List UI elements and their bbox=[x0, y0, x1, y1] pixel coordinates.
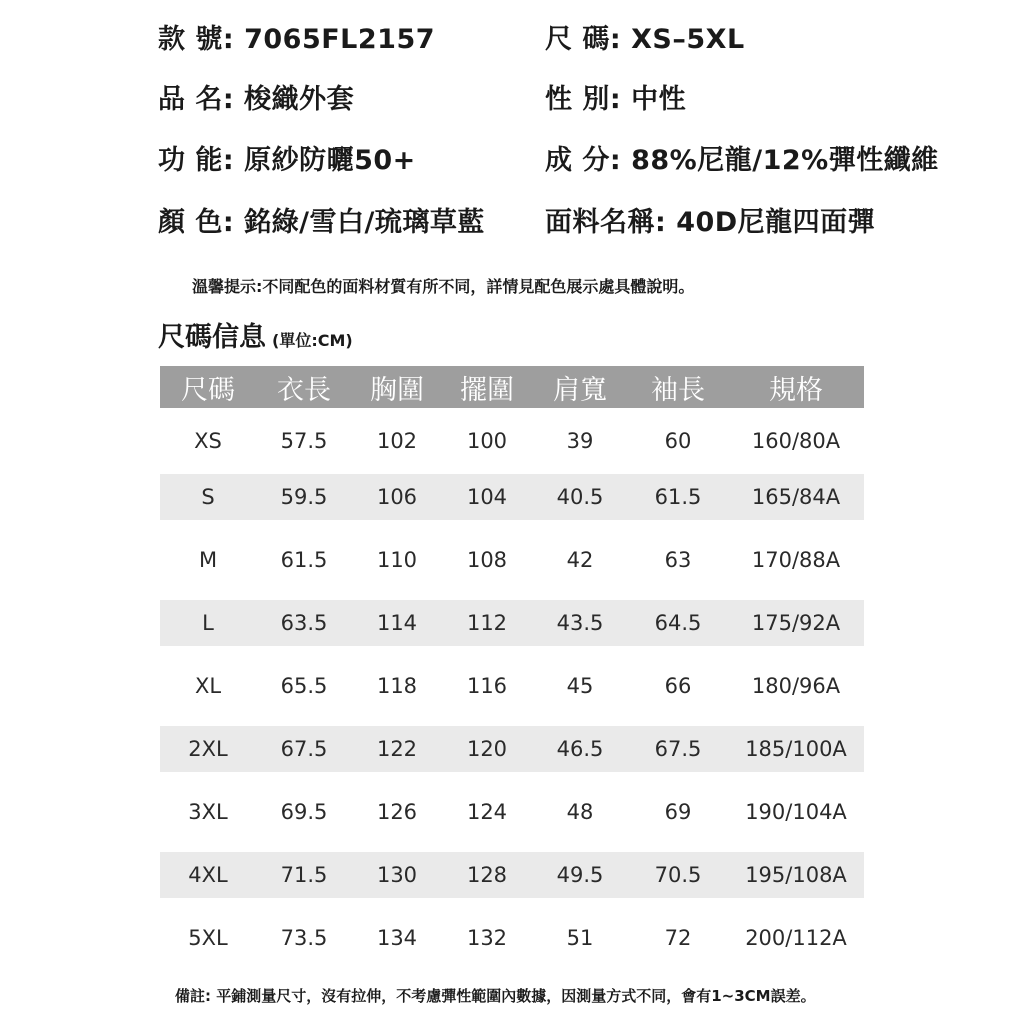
cell-chest: 114 bbox=[352, 600, 442, 646]
cell-spec: 195/108A bbox=[728, 852, 864, 898]
colors: 顏 色: 銘綠/雪白/琉璃草藍 bbox=[158, 207, 485, 238]
cell-sleeve: 70.5 bbox=[628, 852, 728, 898]
cell-length: 69.5 bbox=[280, 800, 328, 824]
table-row bbox=[160, 646, 864, 726]
cell-size: L bbox=[160, 600, 256, 646]
footnote: 備註: 平鋪測量尺寸，沒有拉伸，不考慮彈性範圍內數據，因測量方式不同，會有1~3CM誤差。 bbox=[175, 987, 816, 1005]
cell-sleeve: 61.5 bbox=[628, 474, 728, 520]
header-shoulder: 肩寬 bbox=[532, 366, 628, 408]
product-name: 品 名: 梭織外套 bbox=[158, 84, 355, 115]
cell-sleeve: 60 bbox=[664, 429, 692, 453]
cell-spec: 160/80A bbox=[751, 429, 841, 453]
cell-shoulder: 39 bbox=[566, 429, 594, 453]
style-number: 款 號: 7065FL2157 bbox=[158, 24, 436, 55]
cell-spec: 180/96A bbox=[751, 674, 841, 698]
cell-spec: 185/100A bbox=[728, 726, 864, 772]
cell-chest: 126 bbox=[376, 800, 418, 824]
table-header-row bbox=[160, 366, 864, 408]
cell-hem: 108 bbox=[466, 548, 508, 572]
cell-size: XS bbox=[194, 429, 222, 453]
cell-chest: 122 bbox=[352, 726, 442, 772]
cell-hem: 120 bbox=[442, 726, 532, 772]
cell-chest: 106 bbox=[352, 474, 442, 520]
cell-shoulder: 43.5 bbox=[532, 600, 628, 646]
table-row bbox=[160, 726, 864, 772]
cell-length: 65.5 bbox=[280, 674, 328, 698]
cell-spec: 190/104A bbox=[745, 800, 847, 824]
size-range: 尺 碼: XS–5XL bbox=[545, 24, 745, 55]
cell-spec: 175/92A bbox=[728, 600, 864, 646]
cell-spec: 170/88A bbox=[751, 548, 841, 572]
cell-hem: 116 bbox=[466, 674, 508, 698]
cell-chest: 102 bbox=[376, 429, 418, 453]
cell-shoulder: 49.5 bbox=[532, 852, 628, 898]
size-section-title bbox=[158, 315, 353, 354]
cell-size: 5XL bbox=[188, 926, 228, 950]
cell-length: 61.5 bbox=[280, 548, 328, 572]
cell-shoulder: 42 bbox=[566, 548, 594, 572]
table-row bbox=[160, 852, 864, 898]
cell-sleeve: 63 bbox=[664, 548, 692, 572]
cell-sleeve: 67.5 bbox=[628, 726, 728, 772]
cell-size: 3XL bbox=[188, 800, 228, 824]
cell-size: XL bbox=[194, 674, 222, 698]
table-row bbox=[160, 474, 864, 520]
notice-text: 溫馨提示:不同配色的面料材質有所不同，詳情見配色展示處具體說明。 bbox=[192, 277, 695, 296]
cell-chest: 130 bbox=[352, 852, 442, 898]
fabric-name: 面料名稱: 40D尼龍四面彈 bbox=[545, 207, 876, 238]
cell-size: S bbox=[160, 474, 256, 520]
cell-chest: 134 bbox=[376, 926, 418, 950]
cell-shoulder: 51 bbox=[566, 926, 594, 950]
cell-hem: 124 bbox=[466, 800, 508, 824]
cell-length: 73.5 bbox=[280, 926, 328, 950]
cell-size: M bbox=[198, 548, 218, 572]
cell-size: 2XL bbox=[160, 726, 256, 772]
header-hem: 擺圍 bbox=[442, 366, 532, 408]
cell-hem: 100 bbox=[466, 429, 508, 453]
table-row bbox=[160, 408, 864, 474]
function: 功 能: 原紗防曬50+ bbox=[158, 145, 416, 176]
cell-size: 4XL bbox=[160, 852, 256, 898]
gender: 性 別: 中性 bbox=[545, 84, 687, 115]
cell-chest: 118 bbox=[376, 674, 418, 698]
cell-hem: 128 bbox=[442, 852, 532, 898]
cell-shoulder: 45 bbox=[566, 674, 594, 698]
header-spec: 規格 bbox=[728, 366, 864, 408]
cell-shoulder: 46.5 bbox=[532, 726, 628, 772]
cell-hem: 112 bbox=[442, 600, 532, 646]
cell-length: 63.5 bbox=[256, 600, 352, 646]
cell-sleeve: 66 bbox=[664, 674, 692, 698]
cell-chest: 110 bbox=[376, 548, 418, 572]
cell-sleeve: 69 bbox=[664, 800, 692, 824]
size-table bbox=[160, 366, 864, 978]
header-length: 衣長 bbox=[256, 366, 352, 408]
cell-hem: 104 bbox=[442, 474, 532, 520]
header-sleeve: 袖長 bbox=[628, 366, 728, 408]
cell-sleeve: 64.5 bbox=[628, 600, 728, 646]
cell-hem: 132 bbox=[466, 926, 508, 950]
header-chest: 胸圍 bbox=[352, 366, 442, 408]
table-row bbox=[160, 600, 864, 646]
table-row bbox=[160, 898, 864, 978]
table-row bbox=[160, 772, 864, 852]
cell-sleeve: 72 bbox=[664, 926, 692, 950]
cell-length: 57.5 bbox=[280, 429, 328, 453]
table-row bbox=[160, 520, 864, 600]
cell-length: 59.5 bbox=[256, 474, 352, 520]
size-section-unit: (單位:CM) bbox=[272, 331, 353, 350]
size-section-heading: 尺碼信息 bbox=[158, 322, 266, 353]
cell-shoulder: 40.5 bbox=[532, 474, 628, 520]
cell-length: 71.5 bbox=[256, 852, 352, 898]
cell-length: 67.5 bbox=[256, 726, 352, 772]
cell-spec: 165/84A bbox=[728, 474, 864, 520]
cell-shoulder: 48 bbox=[566, 800, 594, 824]
cell-spec: 200/112A bbox=[745, 926, 847, 950]
header-size: 尺碼 bbox=[160, 366, 256, 408]
composition: 成 分: 88%尼龍/12%彈性纖維 bbox=[545, 145, 939, 176]
